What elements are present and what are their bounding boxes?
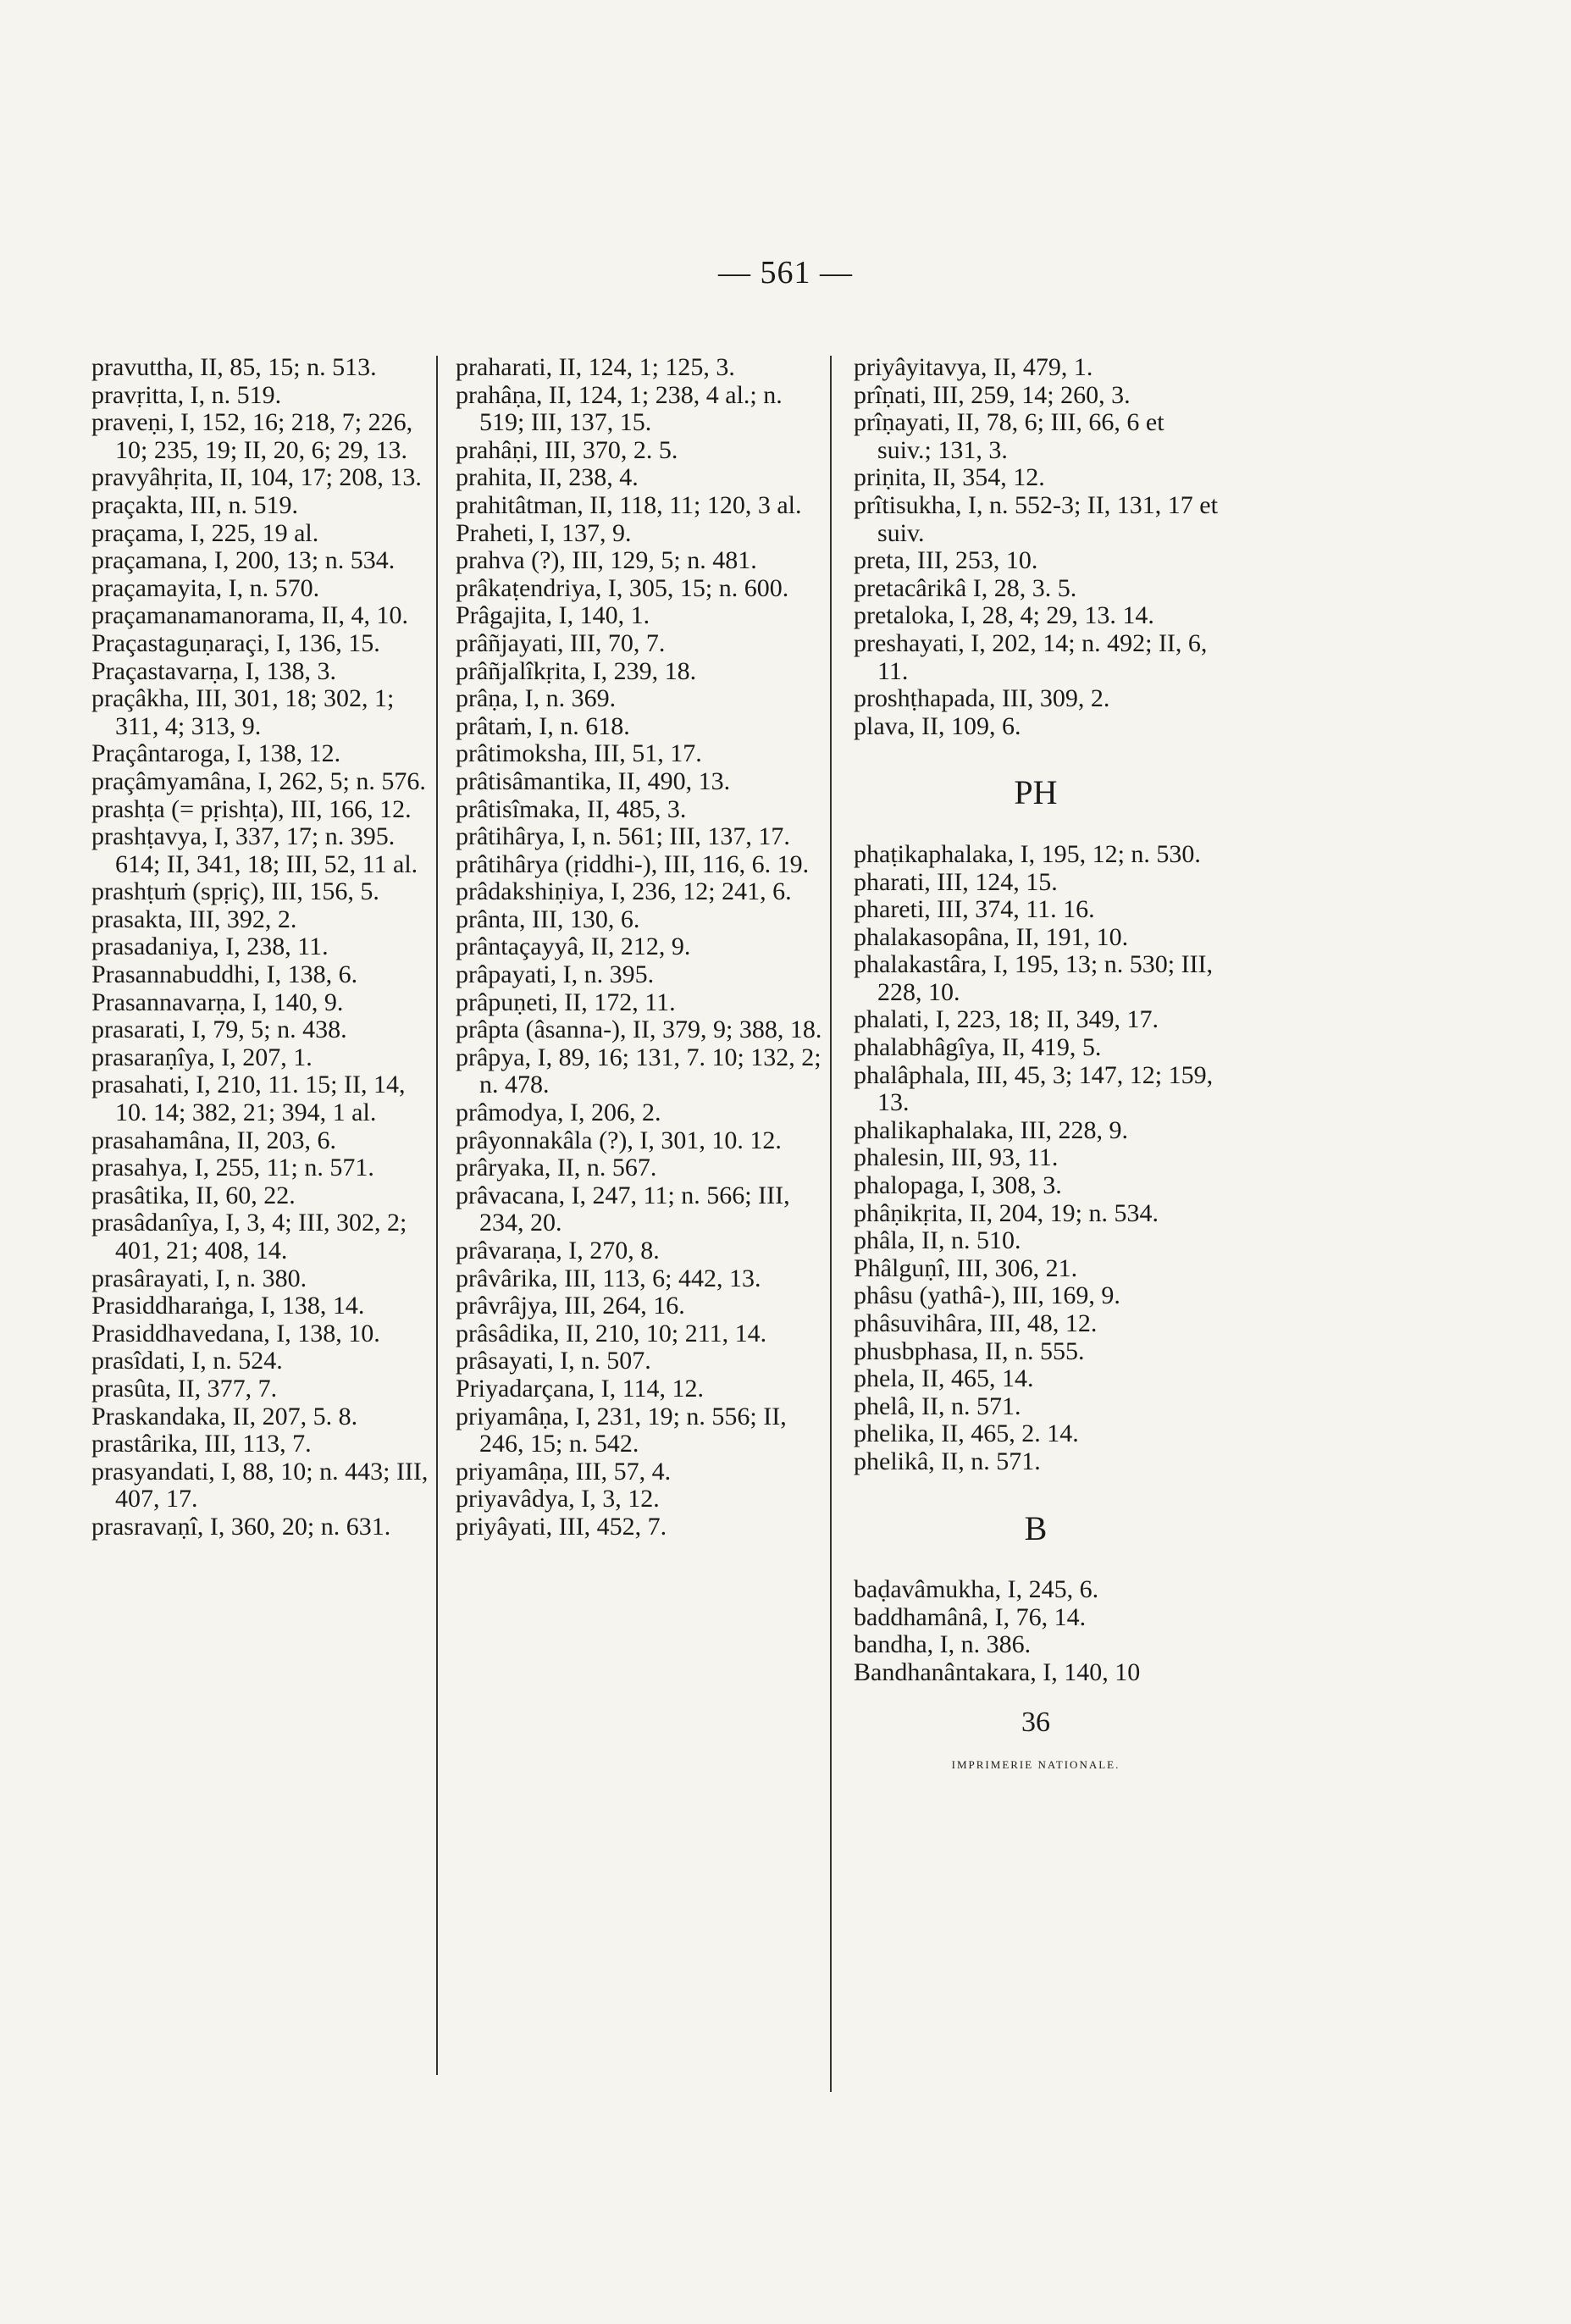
page-number: — 561 — (718, 255, 853, 290)
index-entry: prasûta, II, 377, 7. (91, 1374, 278, 1403)
index-entry: priyâyitavya, II, 479, 1. (854, 353, 1093, 381)
section-heading-b: B (1024, 1508, 1048, 1547)
index-entry: prasravaṇî, I, 360, 20; n. 631. (91, 1512, 391, 1541)
index-entry: prasahati, I, 210, 11. 15; II, 14, 10. 14; 382, 21; 394, 1 al. (91, 1071, 406, 1127)
index-entry: phelâ, II, n. 571. (854, 1392, 1021, 1420)
index-entry: prastârika, III, 113, 7. (91, 1430, 312, 1458)
index-entry: preshayati, I, 202, 14; n. 492; II, 6, 11. (854, 628, 1208, 685)
index-entry: prâdakshiṇiya, I, 236, 12; 241, 6. (456, 877, 792, 906)
index-entry: praçamana, I, 200, 13; n. 534. (91, 546, 396, 575)
index-entry: prâtisîmaka, II, 485, 3. (456, 794, 687, 823)
index-entry: priṇita, II, 354, 12. (854, 463, 1045, 492)
index-entry: prasakta, III, 392, 2. (91, 905, 297, 933)
index-entry: Praçastaguṇaraçi, I, 136, 15. (91, 628, 380, 657)
index-entry: praçamanamanorama, II, 4, 10. (91, 601, 408, 630)
index-entry: baddhamânâ, I, 76, 14. (854, 1602, 1087, 1631)
index-entry: prâkaṭendriya, I, 305, 15; n. 600. (456, 573, 789, 602)
index-entry: prâtihârya, I, n. 561; III, 137, 17. (456, 822, 790, 851)
index-entry: phalakastâra, I, 195, 13; n. 530; III, 228, 10. (854, 950, 1214, 1006)
index-entry: phâsu (yathâ-), III, 169, 9. (854, 1281, 1120, 1310)
index-entry: prashṭavya, I, 337, 17; n. 395. 614; II, 341, 18; III, 52, 11 al. (91, 822, 418, 878)
index-entry: phalikaphalaka, III, 228, 9. (854, 1115, 1129, 1144)
index-entry: bandha, I, n. 386. (854, 1630, 1032, 1659)
index-entry: Praskandaka, II, 207, 5. 8. (91, 1402, 358, 1430)
index-column-1 (91, 354, 443, 1541)
index-entry: prasarati, I, 79, 5; n. 438. (91, 1015, 347, 1044)
index-column-2 (456, 354, 828, 1541)
index-entry: Priyadarçana, I, 114, 12. (456, 1374, 704, 1403)
index-entry: prahva (?), III, 129, 5; n. 481. (456, 546, 757, 575)
index-entry: phâsuvihâra, III, 48, 12. (854, 1309, 1098, 1337)
index-entry: phâla, II, n. 510. (854, 1226, 1021, 1255)
index-entry: prasahamâna, II, 203, 6. (91, 1126, 337, 1154)
index-entry: prâpta (âsanna-), II, 379, 9; 388, 18. (456, 1015, 822, 1044)
index-entry: priyavâdya, I, 3, 12. (456, 1485, 660, 1513)
index-entry: phalati, I, 223, 18; II, 349, 17. (854, 1005, 1159, 1034)
index-entry: phalâphala, III, 45, 3; 147, 12; 159, 13. (854, 1060, 1214, 1117)
index-entry: praçama, I, 225, 19 al. (91, 518, 319, 547)
index-entry: praçakta, III, n. 519. (91, 490, 299, 519)
index-entry: prasâdanîya, I, 3, 4; III, 302, 2; 401, 21; 408, 14. (91, 1209, 407, 1264)
index-entry: pravuttha, II, 85, 15; n. 513. (91, 353, 377, 381)
index-entry: prâpayati, I, n. 395. (456, 960, 655, 989)
index-entry: prashṭa (= pṛishṭa), III, 166, 12. (91, 794, 412, 823)
index-entry: Prasannabuddhi, I, 138, 6. (91, 960, 358, 989)
index-entry: prâryaka, II, n. 567. (456, 1154, 657, 1182)
index-entry: prâpya, I, 89, 16; 131, 7. 10; 132, 2; n. 478. (456, 1043, 821, 1099)
index-entry: phalopaga, I, 308, 3. (854, 1171, 1062, 1200)
index-entry: phalesin, III, 93, 11. (854, 1143, 1059, 1172)
index-entry: prîṇayati, II, 78, 6; III, 66, 6 et suiv.; 131, 3. (854, 408, 1164, 464)
index-entry: prasâtika, II, 60, 22. (91, 1181, 296, 1209)
index-entry: prâñjayati, III, 70, 7. (456, 628, 666, 657)
index-entry: prasaraṇîya, I, 207, 1. (91, 1043, 313, 1071)
index-entry: proshṭhapada, III, 309, 2. (854, 684, 1110, 713)
index-entry: prâsayati, I, n. 507. (456, 1347, 651, 1375)
index-entry: praharati, II, 124, 1; 125, 3. (456, 353, 735, 381)
index-entry: prâvrâjya, III, 264, 16. (456, 1292, 685, 1320)
index-entry: pretaloka, I, 28, 4; 29, 13. 14. (854, 601, 1154, 630)
index-entry: prâṇa, I, n. 369. (456, 684, 617, 713)
index-entry: prâpuṇeti, II, 172, 11. (456, 988, 676, 1016)
index-entry: Prâgajita, I, 140, 1. (456, 601, 650, 630)
index-entry: prasahya, I, 255, 11; n. 571. (91, 1154, 374, 1182)
index-entry: prâsâdika, II, 210, 10; 211, 14. (456, 1319, 767, 1347)
index-entry: prânta, III, 130, 6. (456, 905, 640, 933)
index-entry: praçamayita, I, n. 570. (91, 573, 320, 602)
index-column-3 (854, 354, 1218, 1779)
index-entry: priyamâṇa, III, 57, 4. (456, 1457, 672, 1486)
index-entry: phaṭikaphalaka, I, 195, 12; n. 530. (854, 839, 1201, 868)
index-entry: prashṭuṁ (spṛiç), III, 156, 5. (91, 877, 379, 906)
index-entry: prâtisâmantika, II, 490, 13. (456, 766, 731, 795)
index-entry: prâtimoksha, III, 51, 17. (456, 739, 702, 768)
index-entry: plava, II, 109, 6. (854, 711, 1021, 740)
index-entry: prântaçayyâ, II, 212, 9. (456, 932, 691, 961)
index-entry: pretacârikâ I, 28, 3. 5. (854, 573, 1077, 602)
index-entry: pravṛitta, I, n. 519. (91, 380, 282, 409)
index-entry: praçâmyamâna, I, 262, 5; n. 576. (91, 766, 426, 795)
index-entry: prâvârika, III, 113, 6; 442, 13. (456, 1264, 761, 1292)
index-entry: Bandhanântakara, I, 140, 10 (854, 1657, 1141, 1686)
index-entry: prahâṇa, II, 124, 1; 238, 4 al.; n. 519; III, 137, 15. (456, 380, 783, 437)
index-entry: prâmodya, I, 206, 2. (456, 1098, 661, 1127)
index-entry: baḍavâmukha, I, 245, 6. (854, 1575, 1099, 1604)
index-entry: phareti, III, 374, 11. 16. (854, 895, 1095, 924)
index-entry: preta, III, 253, 10. (854, 546, 1038, 575)
printer-mark: IMPRIMERIE NATIONALE. (951, 1758, 1120, 1772)
index-entry: phalakasopâna, II, 191, 10. (854, 922, 1129, 951)
index-entry: phela, II, 465, 14. (854, 1364, 1034, 1393)
index-entry: prîṇati, III, 259, 14; 260, 3. (854, 380, 1131, 409)
index-entry: Praçântaroga, I, 138, 12. (91, 739, 341, 768)
index-entry: prasârayati, I, n. 380. (91, 1264, 307, 1292)
index-entry: prâtihârya (ṛiddhi-), III, 116, 6. 19. (456, 849, 810, 878)
index-entry: prasadaniya, I, 238, 11. (91, 932, 329, 961)
index-entry: Praçastavarṇa, I, 138, 3. (91, 656, 337, 685)
index-entry: phelika, II, 465, 2. 14. (854, 1419, 1079, 1448)
section-heading-ph: PH (1014, 773, 1058, 812)
index-entry: priyamâṇa, I, 231, 19; n. 556; II, 246, 15; n. 542. (456, 1402, 787, 1458)
index-entry: prâvacana, I, 247, 11; n. 566; III, 234, 20. (456, 1181, 790, 1237)
index-entry: prahita, II, 238, 4. (456, 463, 639, 492)
index-entry: phelikâ, II, n. 571. (854, 1447, 1041, 1475)
index-entry: Prasiddharaṅga, I, 138, 14. (91, 1292, 365, 1320)
index-entry: prasyandati, I, 88, 10; n. 443; III, 407, 17. (91, 1457, 429, 1513)
index-entry: prasîdati, I, n. 524. (91, 1347, 283, 1375)
index-entry: praçâkha, III, 301, 18; 302, 1; 311, 4; 313, 9. (91, 684, 395, 740)
index-entry: prîtisukha, I, n. 552-3; II, 131, 17 et suiv. (854, 490, 1218, 547)
index-entry: prâvaraṇa, I, 270, 8. (456, 1237, 660, 1264)
index-entry: Prasiddhavedana, I, 138, 10. (91, 1319, 380, 1347)
index-entry: prâtaṁ, I, n. 618. (456, 711, 630, 740)
index-entry: Phâlguṇî, III, 306, 21. (854, 1253, 1078, 1282)
index-entry: priyâyati, III, 452, 7. (456, 1512, 667, 1541)
index-entry: praveṇi, I, 152, 16; 218, 7; 226, 10; 235, 19; II, 20, 6; 29, 13. (91, 408, 413, 464)
index-entry: phâṇikṛita, II, 204, 19; n. 534. (854, 1198, 1159, 1227)
column-divider (830, 356, 832, 2092)
index-entry: prâyonnakâla (?), I, 301, 10. 12. (456, 1126, 782, 1154)
index-entry: Praheti, I, 137, 9. (456, 518, 632, 547)
index-entry: pharati, III, 124, 15. (854, 867, 1058, 896)
index-entry: pravyâhṛita, II, 104, 17; 208, 13. (91, 463, 422, 492)
index-entry: prahâṇi, III, 370, 2. 5. (456, 435, 678, 464)
index-entry: phalabhâgîya, II, 419, 5. (854, 1033, 1102, 1062)
index-entry: phusbphasa, II, n. 555. (854, 1336, 1085, 1365)
sheet-number: 36 (1021, 1706, 1050, 1738)
index-entry: prâñjalîkṛita, I, 239, 18. (456, 656, 697, 685)
index-entry: prahitâtman, II, 118, 11; 120, 3 al. (456, 490, 802, 519)
index-entry: Prasannavarṇa, I, 140, 9. (91, 988, 344, 1016)
